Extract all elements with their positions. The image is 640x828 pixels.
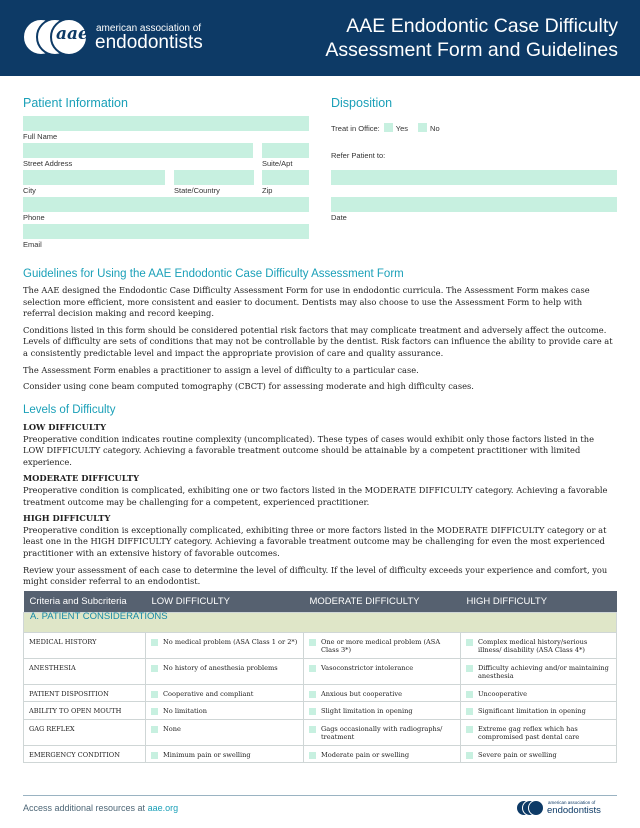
- high-checkbox[interactable]: [466, 752, 473, 759]
- mod-text: Gags occasionally with radiographs/ treatment: [321, 724, 443, 741]
- category-row: A. PATIENT CONSIDERATIONS: [24, 612, 617, 632]
- mod-text: Anxious but cooperative: [321, 689, 402, 698]
- mod-checkbox[interactable]: [309, 752, 316, 759]
- low-cell: [146, 632, 304, 658]
- logo-mark: aae: [56, 24, 89, 44]
- low-checkbox[interactable]: [151, 665, 158, 672]
- high-checkbox[interactable]: [466, 665, 473, 672]
- low-text: Cooperative and compliant: [163, 689, 254, 698]
- high-cell: [461, 702, 617, 720]
- footer-link[interactable]: aae.org: [147, 803, 179, 813]
- low-checkbox[interactable]: [151, 639, 158, 646]
- city-label: City: [23, 186, 36, 195]
- high-checkbox[interactable]: [466, 691, 473, 698]
- high-checkbox[interactable]: [466, 708, 473, 715]
- mod-cell: [304, 719, 461, 745]
- mod-cell: [304, 745, 461, 763]
- mod-text: Vasoconstrictor intolerance: [321, 663, 414, 672]
- patient-info-heading: Patient Information: [23, 96, 128, 110]
- low-cell: [146, 684, 304, 702]
- refer-label: Refer Patient to:: [331, 151, 386, 160]
- high-text: Severe pain or swelling: [478, 750, 557, 759]
- yes-checkbox[interactable]: [384, 123, 393, 132]
- refer-field-2[interactable]: [331, 197, 617, 212]
- email-field[interactable]: [23, 224, 309, 239]
- high-cell: [461, 658, 617, 684]
- low-checkbox[interactable]: [151, 708, 158, 715]
- logo-tagline: american association of: [96, 23, 202, 34]
- col-criteria: Criteria and Subcriteria: [24, 591, 146, 612]
- col-moderate: MODERATE DIFFICULTY: [304, 591, 461, 612]
- footer-divider: [23, 795, 617, 796]
- low-cell: [146, 745, 304, 763]
- low-text: Minimum pain or swelling: [163, 750, 251, 759]
- state-field[interactable]: [174, 170, 254, 185]
- col-high: HIGH DIFFICULTY: [461, 591, 617, 612]
- aae-logo: [22, 18, 202, 58]
- table-row: [24, 632, 617, 658]
- footer-logo: american association of endodontists: [516, 800, 616, 818]
- levels-body: LOW DIFFICULTY Preoperative condition indicates routine complexity (uncomplicated). These types of cases would exhibit only those factors listed in the LOW DIFFICULTY category. Achieving a favorable treatment outcome should be attainable by a competent practitioner with limited experience. MODERATE DIFFICULTY Preoperative condition is complicated, exhibiting one or two factors listed in the MODERATE DIFFICULTY category. Achieving a favorable treatment outcome may be challenging for a competent, experienced practitioner. HIGH DIFFICULTY Preoperative condition is exceptionally complicated, exhibiting three or more factors listed in the MODERATE DIFFICULTY category or at least one in the HIGH DIFFICULTY category. Achieving a favorable treatment outcome may be challenging for even the most experienced practitioner with an extensive history of favorable outcomes. Review your assessment of each case to determine the level of difficulty. If the level of difficulty exceeds your experience and comfort, you might consider referral to an endodontist.: [23, 422, 608, 587]
- mod-checkbox[interactable]: [309, 726, 316, 733]
- table-row: [24, 702, 617, 720]
- high-text: Significant limitation in opening: [478, 707, 586, 715]
- mod-checkbox[interactable]: [309, 708, 316, 715]
- low-checkbox[interactable]: [151, 691, 158, 698]
- high-text: Extreme gag reflex which has compromised past dental care: [478, 724, 580, 741]
- street-address-field[interactable]: [23, 143, 253, 158]
- zip-label: Zip: [262, 186, 273, 195]
- full-name-label: Full Name: [23, 132, 58, 141]
- low-text: No history of anesthesia problems: [163, 663, 278, 672]
- phone-field[interactable]: [23, 197, 309, 212]
- city-field[interactable]: [23, 170, 165, 185]
- low-text: None: [163, 724, 181, 733]
- mod-cell: [304, 684, 461, 702]
- mod-cell: [304, 702, 461, 720]
- levels-heading: Levels of Difficulty: [23, 404, 116, 416]
- low-checkbox[interactable]: [151, 752, 158, 759]
- mod-checkbox[interactable]: [309, 639, 316, 646]
- mod-cell: [304, 658, 461, 684]
- high-cell: [461, 745, 617, 763]
- low-text: No limitation: [163, 707, 207, 715]
- phone-label: Phone: [23, 213, 45, 222]
- high-cell: [461, 719, 617, 745]
- low-cell: [146, 658, 304, 684]
- suite-label: Suite/Apt: [262, 159, 293, 168]
- mod-cell: [304, 632, 461, 658]
- col-low: LOW DIFFICULTY: [146, 591, 304, 612]
- high-checkbox[interactable]: [466, 639, 473, 646]
- zip-field[interactable]: [262, 170, 309, 185]
- no-checkbox[interactable]: [418, 123, 427, 132]
- low-cell: [146, 719, 304, 745]
- date-label: Date: [331, 213, 347, 222]
- table-row: [24, 719, 617, 745]
- high-text: Complex medical history/serious illness/ disability (ASA Class 4*): [478, 637, 588, 654]
- criteria-cell: EMERGENCY CONDITION: [24, 745, 146, 763]
- high-checkbox[interactable]: [466, 726, 473, 733]
- table-header-row: [24, 591, 617, 612]
- mod-checkbox[interactable]: [309, 691, 316, 698]
- guidelines-body: The AAE designed the Endodontic Case Difficulty Assessment Form for use in endodontic curricula. The Assessment Form makes case selection more efficient, more consistent and easier to document. Dentists may also choose to use the Assessment Form to help with referral decision making and record keeping. Conditions listed in this form should be considered potential risk factors that may complicate treatment and adversely affect the outcome. Levels of difficulty are sets of conditions that may not be controllable by the dentist. Risk factors can influence the ability to provide care at a consistently predictable level and impact the appropriate provision of care and quality assurance. The Assessment Form enables a practitioner to assign a level of difficulty to a particular case. Consider using cone beam computed tomography (CBCT) for assessing moderate and high difficulty cases.: [23, 285, 613, 392]
- table-row: [24, 745, 617, 763]
- page-header: [0, 0, 640, 76]
- refer-field-1[interactable]: [331, 170, 617, 185]
- mod-text: Slight limitation in opening: [321, 707, 413, 715]
- mod-checkbox[interactable]: [309, 665, 316, 672]
- mod-text: One or more medical problem (ASA Class 3*): [321, 637, 441, 654]
- low-cell: [146, 702, 304, 720]
- high-text: Difficulty achieving and/or maintaining anesthesia: [478, 663, 609, 680]
- disposition-heading: Disposition: [331, 96, 393, 110]
- criteria-cell: ABILITY TO OPEN MOUTH: [24, 702, 146, 720]
- street-address-label: Street Address: [23, 159, 73, 168]
- state-label: State/Country: [174, 186, 220, 195]
- treat-in-office: Treat in Office: Yes No: [331, 124, 440, 133]
- high-cell: [461, 632, 617, 658]
- mod-text: Moderate pain or swelling: [321, 750, 410, 759]
- page-title: AAE Endodontic Case Difficulty Assessment Form and Guidelines: [325, 15, 618, 61]
- table-row: [24, 684, 617, 702]
- low-checkbox[interactable]: [151, 726, 158, 733]
- logo-circle: [528, 800, 544, 816]
- email-label: Email: [23, 240, 42, 249]
- criteria-cell: GAG REFLEX: [24, 719, 146, 745]
- high-text: Uncooperative: [478, 689, 528, 698]
- suite-field[interactable]: [262, 143, 309, 158]
- high-cell: [461, 684, 617, 702]
- difficulty-table: [23, 591, 617, 763]
- criteria-cell: MEDICAL HISTORY: [24, 632, 146, 658]
- criteria-cell: PATIENT DISPOSITION: [24, 684, 146, 702]
- full-name-field[interactable]: [23, 116, 309, 131]
- criteria-cell: ANESTHESIA: [24, 658, 146, 684]
- table-row: [24, 658, 617, 684]
- logo-name: endodontists: [95, 32, 203, 53]
- low-text: No medical problem (ASA Class 1 or 2*): [163, 637, 298, 646]
- guidelines-heading: Guidelines for Using the AAE Endodontic Case Difficulty Assessment Form: [23, 268, 404, 280]
- footer-text: Access additional resources at aae.org: [23, 803, 179, 813]
